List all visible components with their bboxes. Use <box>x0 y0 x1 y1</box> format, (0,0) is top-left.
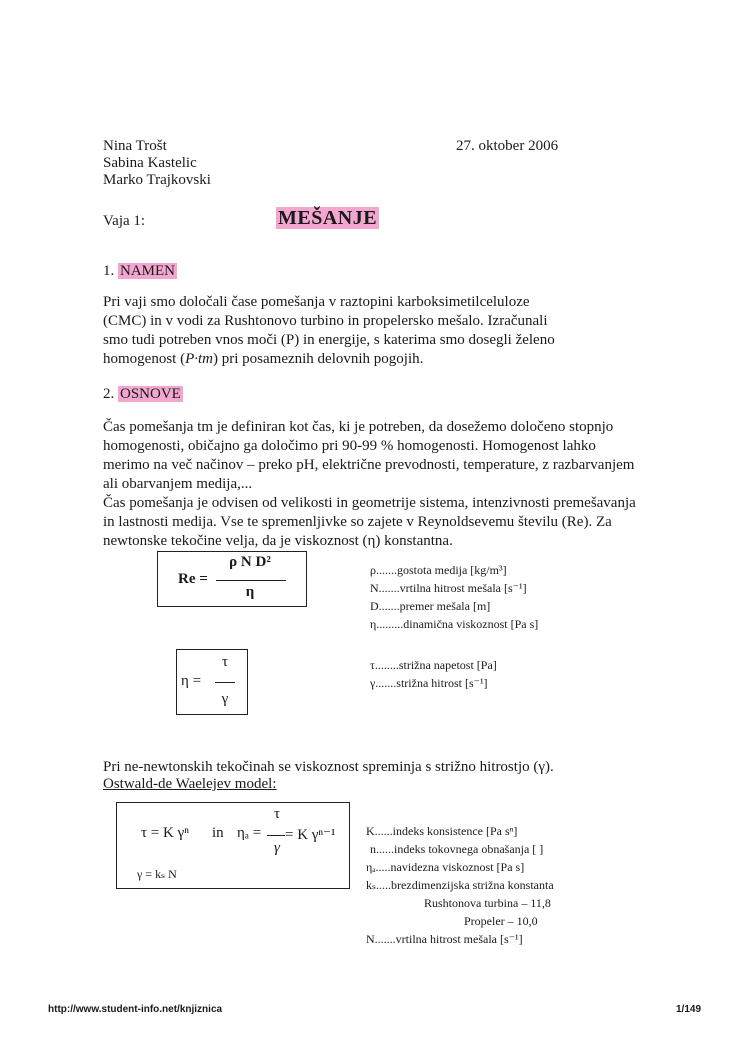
page-title <box>276 207 379 230</box>
legend-line: Propeler – 10,0 <box>464 914 538 928</box>
viscosity-equation-box <box>176 649 248 715</box>
reynolds-fraction-bar <box>216 580 286 581</box>
author-2: Sabina Kastelic <box>103 155 197 171</box>
reynolds-legend <box>370 561 538 633</box>
section2-title: OSNOVE <box>120 386 181 402</box>
ostwald-legend <box>366 822 554 948</box>
author-1: Nina Trošt <box>103 138 167 154</box>
exercise-label: Vaja 1: <box>103 213 146 229</box>
section1-title: NAMEN <box>120 263 175 279</box>
legend-line: τ........strižna napetost [Pa] <box>370 658 497 672</box>
ostwald-equation-box <box>116 802 350 889</box>
legend-line: N.......vrtilna hitrost mešala [s⁻¹] <box>366 932 523 946</box>
shear-rate-relation: γ = kₛ N <box>137 867 177 881</box>
viscosity-denominator: γ <box>221 691 229 707</box>
power-law: τ = K γⁿ <box>141 825 189 841</box>
legend-line: ηₐ.....navidezna viskoznost [Pa s] <box>366 860 525 874</box>
section2-number: 2. <box>103 386 115 402</box>
legend-line: K......indeks konsistence [Pa sⁿ] <box>366 824 518 838</box>
ostwald-fraction-bar <box>267 835 285 836</box>
reynolds-denominator: η <box>245 584 255 600</box>
footer-url[interactable]: http://www.student-info.net/knjiznica <box>48 1004 223 1015</box>
ostwald-numerator: τ <box>273 806 281 822</box>
viscosity-lhs: η = <box>181 673 202 689</box>
page-title-text: MEŠANJE <box>278 207 378 229</box>
legend-line: Rushtonova turbina – 11,8 <box>424 896 551 910</box>
section1-heading <box>103 262 177 280</box>
legend-line: D.......premer mešala [m] <box>370 599 491 613</box>
section2-paragraph-2: Čas pomešanja je odvisen od velikosti in geometrije sistema, intenzivnosti premešavanja in lastnosti medija. Vse te spremenljivke so zajete v Reynoldsevemu številu (Re). Za newtonske tekočine velja, da je viskoznost (η) konstantna. <box>103 495 636 549</box>
in-word: in <box>212 825 224 841</box>
section1-text-after: ) pri posameznih delovnih pogojih. <box>213 351 424 367</box>
date: 27. oktober 2006 <box>456 138 559 154</box>
viscosity-legend <box>370 656 497 692</box>
reynolds-lhs: Re = <box>178 571 208 587</box>
section1-paragraph <box>103 293 563 369</box>
ostwald-model-heading: Ostwald-de Waelejev model: <box>103 776 277 792</box>
section1-text-before: Pri vaji smo določali čase pomešanja v raztopini karboksimetilceluloze (CMC) in v vodi za Rushtonovo turbino in propelersko mešalo. Izračunali smo tudi potreben vnos moči (P) in energije, s katerima smo dosegli želeno homogenost ( <box>103 294 555 367</box>
ostwald-denominator: γ <box>274 840 280 856</box>
reynolds-numerator: ρ N D² <box>229 554 271 570</box>
apparent-viscosity-lhs: ηₐ = <box>237 825 262 841</box>
viscosity-fraction-bar <box>215 682 235 683</box>
section2-paragraph-1: Čas pomešanja tm je definiran kot čas, ki je potreben, da dosežemo določeno stopnjo homogenosti, običajno ga določimo pri 90-99 % homogenosti. Homogenost lahko merimo na več načinov – preko pH, električne prevodnosti, temperature, z razbarvanjem ali obarvanjem medija,... <box>103 419 635 492</box>
legend-line: n......indeks tokovnega obnašanja [ ] <box>370 842 544 856</box>
legend-line: ρ.......gostota medija [kg/m³] <box>370 563 507 577</box>
viscosity-numerator: τ <box>221 654 229 670</box>
footer-page-number: 1/149 <box>676 1004 702 1015</box>
legend-line: N.......vrtilna hitrost mešala [s⁻¹] <box>370 581 527 595</box>
section2-heading <box>103 385 183 403</box>
apparent-viscosity-rhs: = K γⁿ⁻¹ <box>285 827 336 843</box>
author-3: Marko Trajkovski <box>103 172 211 188</box>
energy-formula: P·tm <box>185 351 213 367</box>
legend-line: η.........dinamična viskoznost [Pa s] <box>370 617 539 631</box>
nonnewtonian-text: Pri ne-newtonskih tekočinah se viskoznost spreminja s strižno hitrostjo (γ). <box>103 759 554 775</box>
section1-number: 1. <box>103 263 115 279</box>
legend-line: γ.......strižna hitrost [s⁻¹] <box>370 676 488 690</box>
legend-line: kₛ.....brezdimenzijska strižna konstanta <box>366 878 554 892</box>
reynolds-equation-box <box>157 551 307 607</box>
